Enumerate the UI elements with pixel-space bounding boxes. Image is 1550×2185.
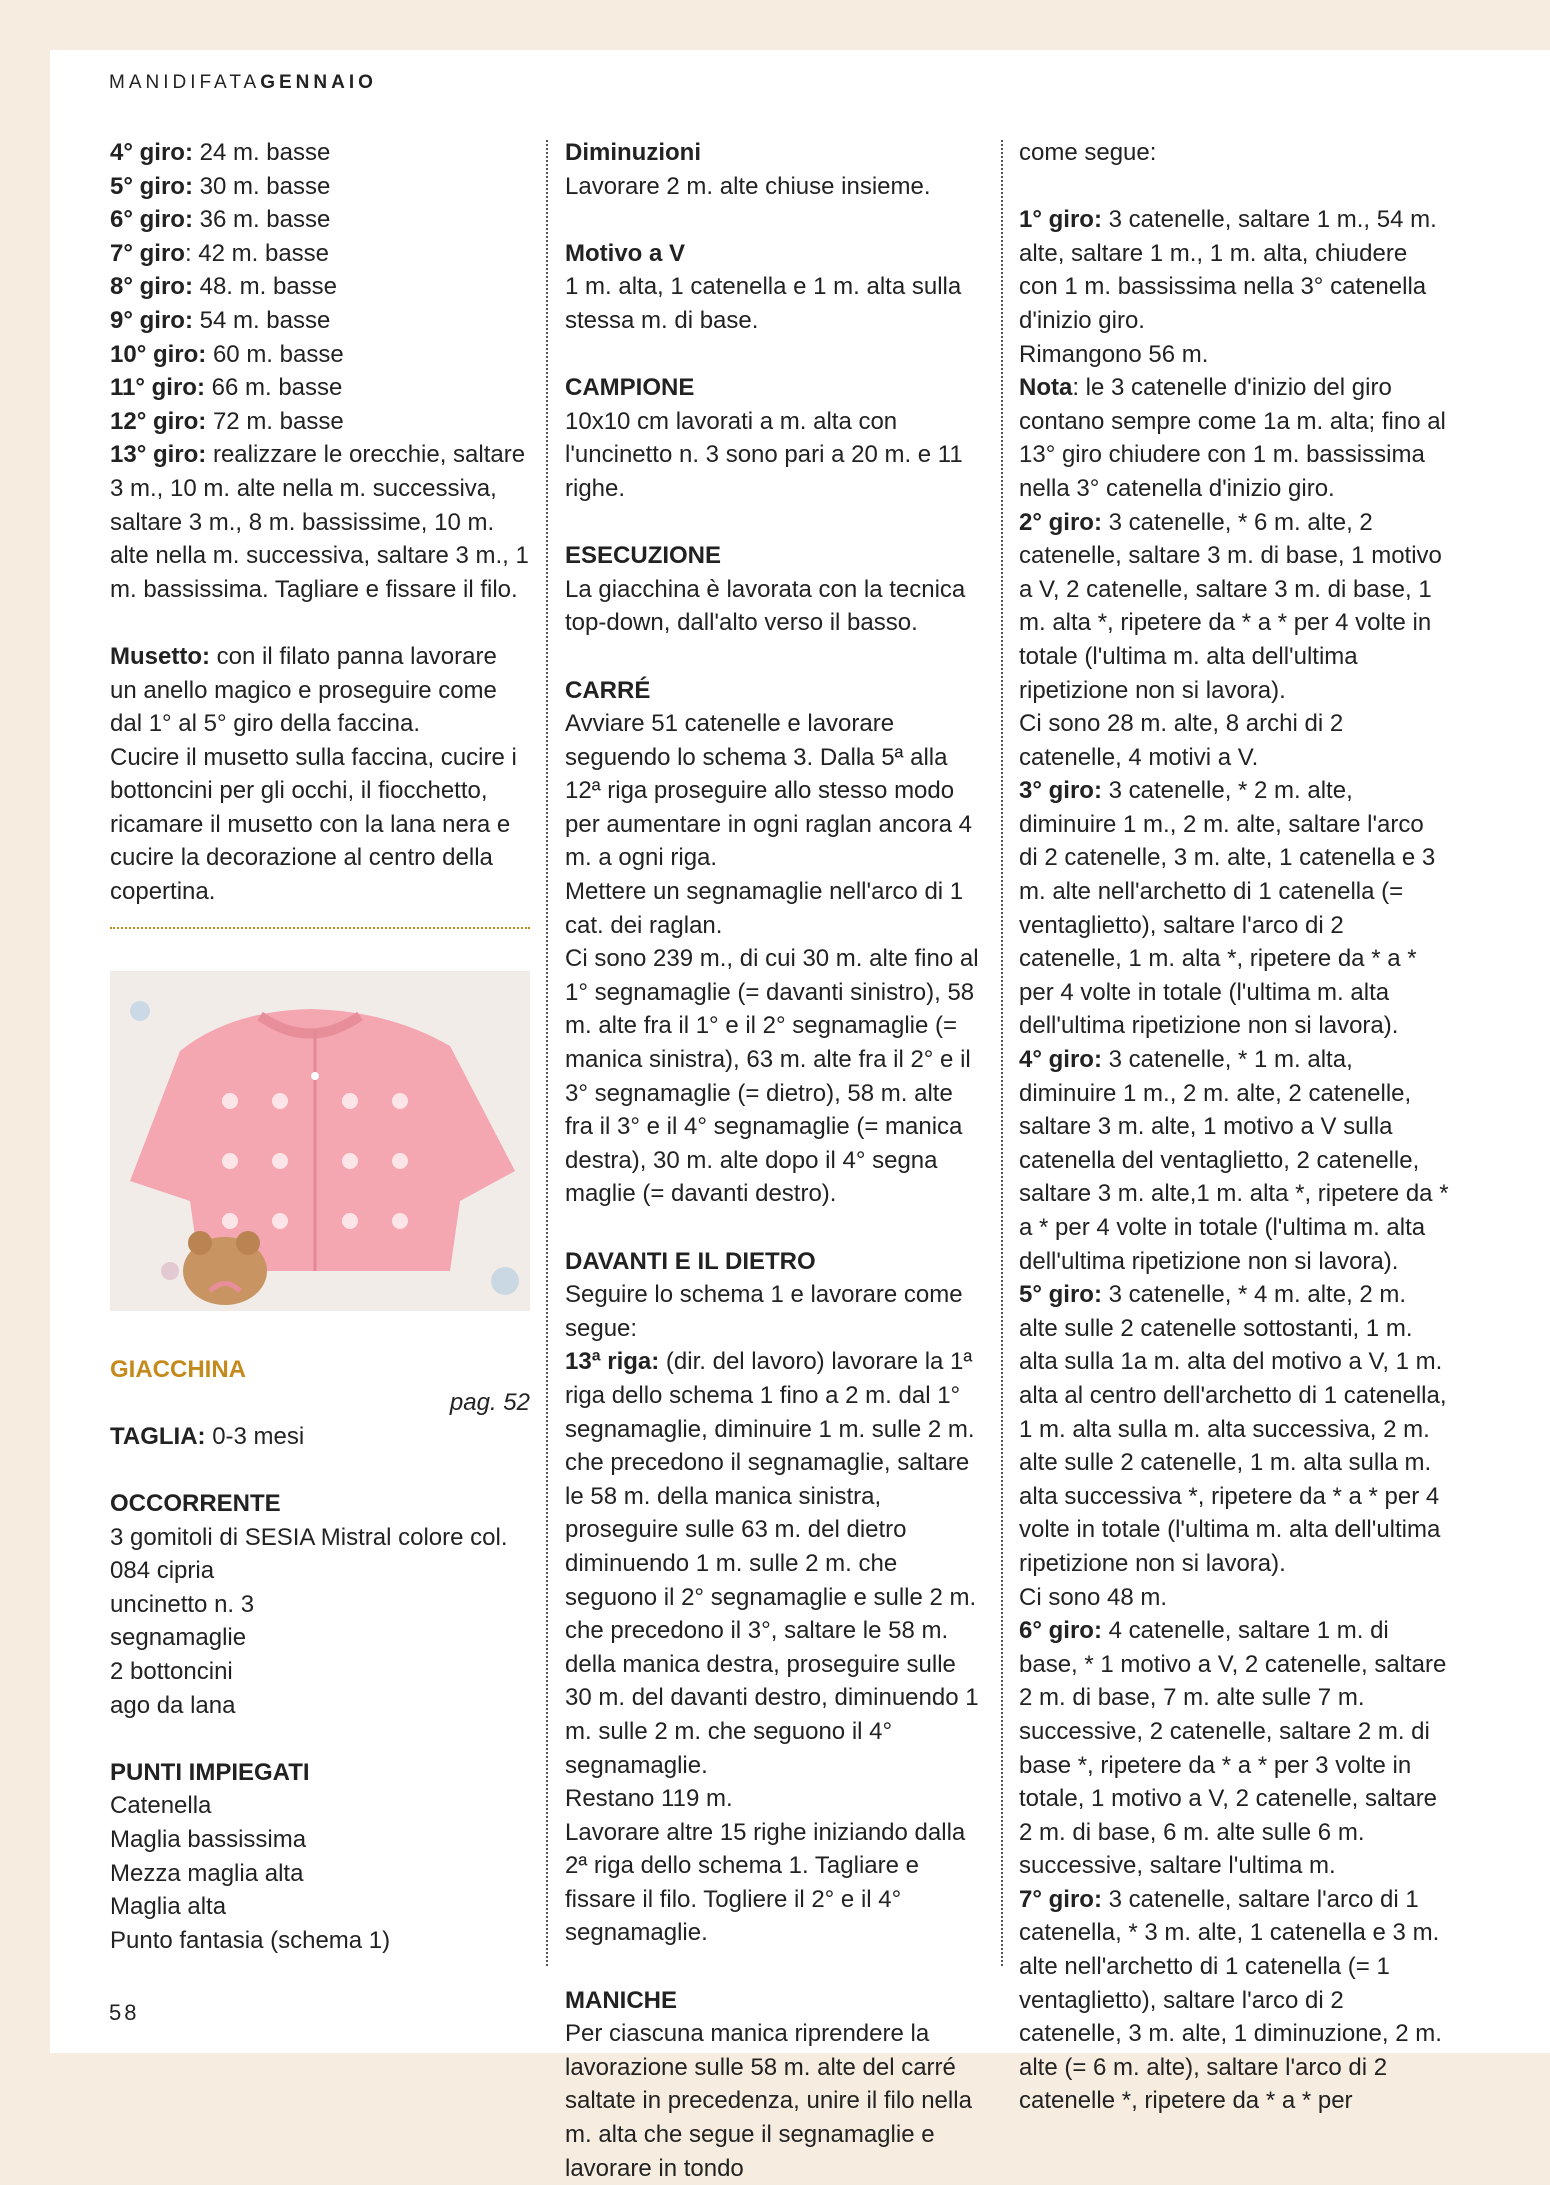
jacket-illustration	[110, 971, 530, 1311]
nota-label: Nota	[1019, 374, 1073, 402]
musetto-paragraph	[110, 640, 530, 741]
column-1	[110, 136, 530, 1957]
magazine-page	[50, 50, 1550, 2182]
round-label: 10° giro:	[110, 340, 207, 368]
intro-text: come segue:	[1019, 139, 1157, 166]
round-text: realizzare le orecchie, saltare 3 m., 10 m. alte nella m. successiva, saltare 3 m., 8 m. bassissime, 10 m. alte nella m. successiva, saltare 3 m., 1 m. bassissima. Tagliare e fissare il filo.	[110, 441, 529, 603]
round-line	[110, 203, 530, 237]
carre-text-3: Ci sono 239 m., di cui 30 m. alte fino al 1° segnamaglie (= davanti sinistro), 58 m. alte fra il 1° e il 2° segnamaglie (= manica sinistra), 63 m. alte fra il 2° e il 3° segnamaglie (= dietro), 58 m. alte fra il 3° e il 4° segnamaglie (= manica destra), 30 m. alte dopo il 4° segna maglie (= davanti destro).	[565, 945, 979, 1208]
round-line	[110, 438, 530, 606]
taglia-label: TAGLIA:	[110, 1422, 206, 1450]
column-divider-2	[1001, 140, 1003, 1966]
round-text: 3 catenelle, * 6 m. alte, 2 catenelle, saltare 3 m. di base, 1 motivo a V, 2 catenelle, saltare 3 m. di base, 1 m. alta *, ripetere da * a * per 4 volte in totale (l'ultima m. alta dell'ultima ripetizione non si lavora).	[1019, 508, 1442, 704]
round-summary: Ci sono 28 m. alte, 8 archi di 2 catenelle, 4 motivi a V.	[1019, 710, 1344, 771]
davanti-text-1: Seguire lo schema 1 e lavorare come segue:	[565, 1281, 963, 1342]
round-summary: Rimangono 56 m.	[1019, 340, 1209, 368]
nota-paragraph	[1019, 371, 1449, 505]
esecuzione-title: ESECUZIONE	[565, 542, 722, 570]
diminuzioni-text: Lavorare 2 m. alte chiuse insieme.	[565, 172, 931, 200]
round-label: 11° giro:	[110, 374, 205, 402]
carre-text-1: Avviare 51 catenelle e lavorare seguendo lo schema 3. Dalla 5ª alla 12ª riga proseguire allo stesso modo per aumentare in ogni raglan ancora 4 m. a ogni riga.	[565, 710, 972, 872]
header-prefix: MANIDIFATA	[109, 72, 261, 93]
jacket-photo	[110, 971, 530, 1311]
taglia-value: 0-3 mesi	[205, 1422, 305, 1450]
column-divider-1	[546, 140, 548, 1966]
round-paragraph	[1019, 506, 1449, 708]
running-header	[109, 72, 377, 94]
round-text: 3 catenelle, * 1 m. alta, diminuire 1 m., 2 m. alte, 2 catenelle, saltare 3 m. alte, 1 motivo a V sulla catenella del ventaglietto, 2 catenelle, saltare 3 m. alte,1 m. alta *, ripetere da * a * per 4 volte in totale (l'ultima m. alta dell'ultima ripetizione non si lavora).	[1019, 1046, 1449, 1275]
riga-label: 13ª riga:	[565, 1348, 660, 1376]
list-item: Maglia bassissima	[110, 1825, 307, 1853]
campione-text: 10x10 cm lavorati a m. alta con l'uncinetto n. 3 sono pari a 20 m. e 11 righe.	[565, 407, 963, 502]
davanti-title: DAVANTI E IL DIETRO	[565, 1247, 816, 1275]
round-line	[110, 405, 530, 439]
round-line	[110, 304, 530, 338]
round-label: 12° giro:	[110, 407, 207, 435]
round-text: 4 catenelle, saltare 1 m. di base, * 1 motivo a V, 2 catenelle, saltare 2 m. di base, 7 m. alte sulle 7 m. successive, 2 catenelle, saltare 2 m. di base *, ripetere da * a * per 3 volte in totale, 1 motivo a V, 2 catenelle, saltare 2 m. di base, 6 m. alte sulle 6 m. successive, saltare l'ultima m.	[1019, 1617, 1447, 1880]
round-label: 2° giro:	[1019, 508, 1102, 536]
round-paragraph	[1019, 203, 1449, 337]
taglia-line	[110, 1420, 530, 1454]
round-paragraph	[1019, 774, 1449, 1043]
musetto-paragraph-2: Cucire il musetto sulla faccina, cucire i bottoncini per gli occhi, il fiocchetto, ricamare il musetto con la lana nera e cucire la decorazione al centro della copertina.	[110, 743, 517, 906]
round-label: 5° giro:	[1019, 1281, 1102, 1309]
round-text: 3 catenelle, saltare 1 m., 54 m. alte, saltare 1 m., 1 m. alta, chiudere con 1 m. bassissima nella 3° catenella d'inizio giro.	[1019, 206, 1437, 334]
round-paragraph	[1019, 1614, 1449, 1883]
occorrente-title: OCCORRENTE	[110, 1490, 281, 1518]
round-line	[110, 371, 530, 405]
round-label: 7° giro:	[1019, 1885, 1102, 1913]
round-text: 36 m. basse	[192, 206, 331, 234]
list-item: uncinetto n. 3	[110, 1590, 255, 1618]
round-paragraph	[1019, 1883, 1449, 2118]
round-line	[110, 237, 530, 271]
list-item: 3 gomitoli di SESIA Mistral colore col. 084 cipria	[110, 1523, 508, 1585]
round-label: 1° giro:	[1019, 206, 1102, 234]
diminuzioni-title: Diminuzioni	[565, 139, 701, 166]
round-label: 8° giro:	[110, 273, 193, 301]
column-2	[565, 136, 983, 2185]
riga-text: (dir. del lavoro) lavorare la 1ª riga dello schema 1 fino a 2 m. dal 1° segnamaglie, diminuire 1 m. sulle 2 m. che precedono il segnamaglie, saltare le 58 m. della manica sinistra, proseguire sulle 63 m. del dietro diminuendo 1 m. sulle 2 m. che seguono il 2° segnamaglie e sulle 2 m. che precedono il 3°, saltare le 58 m. della manica destra, proseguire sulle 30 m. del davanti destro, diminuendo 1 m. sulle 2 m. che seguono il 4° segnamaglie.	[565, 1348, 979, 1779]
column-3	[1019, 136, 1449, 2118]
round-text: 72 m. basse	[206, 407, 344, 435]
riga-paragraph	[565, 1345, 983, 1782]
nota-text: : le 3 catenelle d'inizio del giro contano sempre come 1a m. alta; fino al 13° giro chiudere con 1 m. bassissima nella 3° catenella d'inizio giro.	[1019, 374, 1446, 502]
round-line	[110, 338, 530, 372]
round-line	[110, 170, 530, 204]
round-paragraph	[1019, 1043, 1449, 1278]
round-label: 9° giro:	[110, 306, 193, 334]
round-label: 4° giro:	[110, 139, 193, 166]
round-label: 7° giro	[110, 239, 185, 267]
round-line	[110, 270, 530, 304]
list-item: Maglia alta	[110, 1893, 227, 1921]
list-item: segnamaglie	[110, 1624, 247, 1652]
maniche-title: MANICHE	[565, 1986, 677, 2014]
list-item: 2 bottoncini	[110, 1658, 233, 1685]
list-item: ago da lana	[110, 1691, 236, 1719]
round-text: 66 m. basse	[204, 374, 343, 402]
round-text: : 42 m. basse	[184, 239, 330, 267]
round-text: 48. m. basse	[192, 273, 338, 301]
page-reference: pag. 52	[449, 1389, 530, 1417]
round-label: 6° giro:	[1019, 1617, 1102, 1645]
section-divider	[110, 927, 530, 929]
round-label: 5° giro:	[110, 172, 193, 200]
round-label: 6° giro:	[110, 206, 193, 234]
punti-title: PUNTI IMPIEGATI	[110, 1758, 310, 1786]
round-summary: Ci sono 48 m.	[1019, 1583, 1168, 1611]
musetto-text: con il filato panna lavorare un anello magico e proseguire come dal 1° al 5° giro della faccina.	[110, 642, 497, 738]
round-label: 3° giro:	[1019, 777, 1102, 805]
page-number: 58	[109, 2000, 140, 2025]
musetto-label: Musetto:	[110, 642, 210, 670]
round-paragraph	[1019, 1278, 1449, 1580]
carre-title: CARRÉ	[565, 676, 651, 704]
motivo-title: Motivo a V	[565, 239, 686, 267]
list-item: Mezza maglia alta	[110, 1859, 304, 1887]
round-text: 30 m. basse	[192, 172, 331, 200]
round-text: 3 catenelle, saltare l'arco di 1 catenella, * 3 m. alte, 1 catenella e 3 m. alte nell'archetto di 1 catenella (= 1 ventaglietto), saltare l'arco di 2 catenelle, 3 m. alte, 1 diminuzione, 2 m. alte (= 6 m. alte), saltare l'arco di 2 catenelle *, ripetere da * a * per	[1019, 1885, 1442, 2115]
maniche-text: Per ciascuna manica riprendere la lavorazione sulle 58 m. alte del carré saltate in precedenza, unire il filo nella m. alta che segue il segnamaglie e lavorare in tondo	[565, 2020, 972, 2182]
round-text: 54 m. basse	[192, 306, 331, 334]
header-issue: GENNAIO	[260, 72, 377, 93]
esecuzione-text: La giacchina è lavorata con la tecnica top-down, dall'alto verso il basso.	[565, 575, 966, 637]
round-label: 13° giro:	[110, 441, 207, 469]
campione-title: CAMPIONE	[565, 374, 695, 402]
list-item: Catenella	[110, 1792, 212, 1820]
davanti-text-2: Lavorare altre 15 righe iniziando dalla 2ª riga dello schema 1. Tagliare e fissare il filo. Togliere il 2° e il 4° segnamaglie.	[565, 1818, 966, 1947]
restano-text: Restano 119 m.	[565, 1785, 733, 1813]
round-label: 4° giro:	[1019, 1046, 1102, 1074]
list-item: Punto fantasia (schema 1)	[110, 1926, 391, 1954]
round-text: 60 m. basse	[206, 340, 344, 368]
round-text: 24 m. basse	[192, 139, 331, 166]
giacchina-title: GIACCHINA	[110, 1355, 246, 1383]
motivo-text: 1 m. alta, 1 catenella e 1 m. alta sulla stessa m. di base.	[565, 273, 962, 334]
round-text: 3 catenelle, * 4 m. alte, 2 m. alte sulle 2 catenelle sottostanti, 1 m. alta sulla 1a m. alta del motivo a V, 1 m. alta al centro dell'archetto di 1 catenella, 1 m. alta sulla m. alta successiva, 2 m. alte sulle 2 catenelle, 1 m. alta sulla m. alta successiva *, ripetere da * a * per 4 volte in totale (l'ultima m. alta dell'ultima ripetizione non si lavora).	[1019, 1281, 1447, 1577]
round-line	[110, 136, 530, 170]
carre-text-2: Mettere un segnamaglie nell'arco di 1 cat. dei raglan.	[565, 878, 964, 939]
round-text: 3 catenelle, * 2 m. alte, diminuire 1 m., 2 m. alte, saltare l'arco di 2 catenelle, 3 m. alte, 1 catenella e 3 m. alte nell'archetto di 1 catenella (= ventaglietto), saltare l'arco di 2 catenelle, 1 m. alta *, ripetere da * a * per 4 volte in totale (l'ultima m. alta dell'ultima ripetizione non si lavora).	[1019, 777, 1436, 1040]
